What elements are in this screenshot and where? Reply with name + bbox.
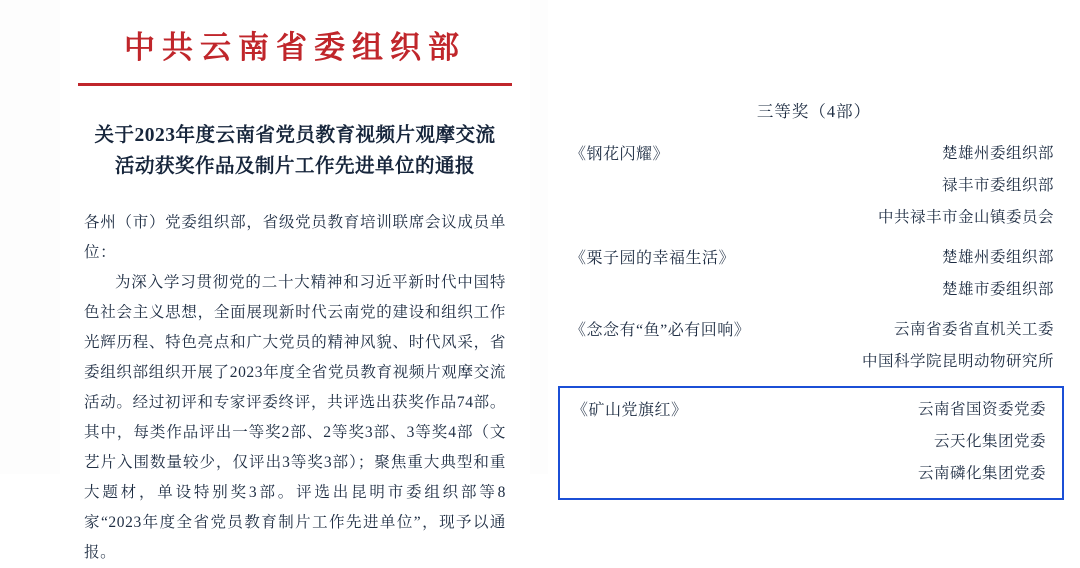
salutation-paragraph: 各州（市）党委组织部，省级党员教育培训联席会议成员单位： bbox=[84, 214, 506, 261]
award-unit-group bbox=[918, 394, 1046, 490]
award-unit: 云南磷化集团党委 bbox=[917, 465, 1046, 482]
award-unit-group bbox=[878, 138, 1054, 234]
page-title bbox=[86, 120, 504, 182]
award-unit: 禄丰市委组织部 bbox=[941, 177, 1054, 194]
award-work-title: 《钢花闪耀》 bbox=[570, 146, 670, 163]
highlighted-list-item bbox=[558, 386, 1064, 500]
award-unit: 云南省委省直机关工委 bbox=[893, 321, 1054, 338]
award-work-title: 《栗子园的幸福生活》 bbox=[570, 250, 736, 267]
award-unit: 楚雄州委组织部 bbox=[941, 145, 1054, 162]
red-divider-rule bbox=[78, 83, 512, 86]
award-unit: 中国科学院昆明动物研究所 bbox=[861, 353, 1054, 370]
body-paragraph-1: 为深入学习贯彻党的二十大精神和习近平新时代中国特色社会主义思想，全面展现新时代云南党的建设和组织工作光辉历程、特色亮点和广大党员的精神风貌、时代风采，省委组织部组织开展了2023年度全省党员教育视频片观摩交流活动。经过初评和专家评委终评，共评选出获奖作品74部。其中，每类作品评出一等奖2部、2等奖3部、3等奖4部（文艺片入围数量较少，仅评出3等奖3部）；聚焦重大典型和重大题材，单设特别奖3部。评选出昆明市委组织部等8家“2023年度全省党员教育制片工作先进单位”，现予以通报。 bbox=[84, 274, 506, 561]
award-unit-group bbox=[942, 242, 1054, 306]
award-work-title: 《矿山党旗红》 bbox=[572, 402, 688, 419]
award-unit: 云天化集团党委 bbox=[933, 433, 1046, 450]
award-work-title: 《念念有“鱼”必有回响》 bbox=[570, 322, 751, 339]
award-unit-group bbox=[862, 314, 1054, 378]
issuing-organization-header: 中共云南省委组织部 bbox=[124, 30, 466, 65]
right-document-panel bbox=[548, 0, 1080, 482]
award-unit: 楚雄市委组织部 bbox=[941, 281, 1054, 298]
page-title-line-1: 关于2023年度云南省党员教育视频片观摩交流 bbox=[94, 125, 496, 146]
award-unit: 中共禄丰市金山镇委员会 bbox=[877, 209, 1054, 226]
award-unit: 云南省国资委党委 bbox=[917, 401, 1046, 418]
award-section-heading: 三等奖（4部） bbox=[756, 102, 872, 121]
left-document-panel bbox=[60, 0, 530, 561]
list-item bbox=[548, 138, 1080, 234]
document-body bbox=[84, 208, 506, 568]
award-entry-list bbox=[548, 138, 1080, 500]
list-item bbox=[548, 242, 1080, 306]
list-item bbox=[548, 314, 1080, 378]
award-unit: 楚雄州委组织部 bbox=[941, 249, 1054, 266]
page-title-line-2: 活动获奖作品及制片工作先进单位的通报 bbox=[114, 156, 475, 177]
